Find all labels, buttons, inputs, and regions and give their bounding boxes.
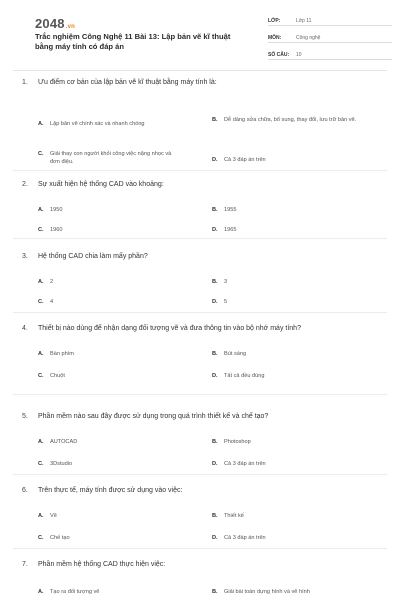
option-b[interactable] xyxy=(212,438,382,446)
option-text: Giải bài toán dựng hình và vẽ hình xyxy=(224,589,310,595)
option-text: 1965 xyxy=(224,227,237,233)
question-divider xyxy=(13,170,387,171)
option-letter: D. xyxy=(212,157,218,163)
question-divider xyxy=(13,474,387,475)
page-title: Trắc nghiệm Công Nghệ 11 Bài 13: Lập bản vẽ kĩ thuật bằng máy tính có đáp án xyxy=(35,32,231,51)
question-number: 3. xyxy=(22,253,28,260)
option-text: Cả 3 đáp án trên xyxy=(224,535,266,541)
option-text: Lập bản vẽ chính xác và nhanh chóng xyxy=(50,121,145,127)
option-letter: B. xyxy=(212,513,218,519)
option-b[interactable] xyxy=(212,278,382,286)
option-letter: C. xyxy=(38,299,44,305)
option-letter: D. xyxy=(212,373,218,379)
question-number: 2. xyxy=(22,181,28,188)
option-a[interactable] xyxy=(38,120,208,128)
question-text: Phần mềm hệ thống CAD thực hiện việc: xyxy=(38,561,166,568)
option-letter: B. xyxy=(212,439,218,445)
question-2 xyxy=(22,180,378,233)
question-text: Sự xuất hiện hệ thống CAD vào khoảng: xyxy=(38,181,164,188)
option-letter: B. xyxy=(212,117,218,123)
option-b[interactable] xyxy=(212,206,382,214)
option-text: Chuột xyxy=(50,373,65,379)
meta-count xyxy=(268,48,392,60)
logo-suffix: .vn xyxy=(65,24,76,30)
option-letter: A. xyxy=(38,279,44,285)
option-c[interactable] xyxy=(38,534,208,542)
question-number: 1. xyxy=(22,79,28,86)
option-c[interactable] xyxy=(38,150,178,166)
option-letter: B. xyxy=(212,279,218,285)
option-letter: C. xyxy=(38,461,44,467)
option-d[interactable] xyxy=(212,226,382,234)
option-letter: A. xyxy=(38,121,44,127)
option-letter: C. xyxy=(38,373,44,379)
question-number: 7. xyxy=(22,561,28,568)
header-divider xyxy=(13,70,387,71)
option-b[interactable] xyxy=(212,588,382,596)
option-text: Thiết kế xyxy=(224,513,244,519)
question-5 xyxy=(22,412,378,467)
option-c[interactable] xyxy=(38,372,208,380)
option-d[interactable] xyxy=(212,156,382,164)
option-b[interactable] xyxy=(212,350,382,358)
option-text: Photoshop xyxy=(224,439,251,445)
option-letter: D. xyxy=(212,299,218,305)
question-7 xyxy=(22,560,378,595)
option-letter: A. xyxy=(38,351,44,357)
option-letter: B. xyxy=(212,589,218,595)
option-b[interactable] xyxy=(212,512,382,520)
option-text: 1960 xyxy=(50,227,63,233)
meta-count-label: SỐ CÂU: xyxy=(268,52,290,58)
meta-grade-value: Lớp 11 xyxy=(296,18,312,24)
option-text: Chế tạo xyxy=(50,535,70,541)
meta-subject-value: Công nghệ xyxy=(296,35,321,41)
option-letter: D. xyxy=(212,535,218,541)
document-meta xyxy=(268,14,392,65)
site-logo[interactable] xyxy=(35,16,75,31)
question-text: Phần mềm nào sau đây được sử dụng trong quá trình thiết kế và chế tạo? xyxy=(38,413,269,420)
meta-subject xyxy=(268,31,392,43)
option-d[interactable] xyxy=(212,534,382,542)
option-a[interactable] xyxy=(38,206,208,214)
option-letter: A. xyxy=(38,513,44,519)
option-text: Cả 3 đáp án trên xyxy=(224,157,266,163)
option-letter: C. xyxy=(38,227,44,233)
option-c[interactable] xyxy=(38,460,208,468)
option-letter: A. xyxy=(38,439,44,445)
option-a[interactable] xyxy=(38,512,208,520)
question-number: 5. xyxy=(22,413,28,420)
question-4 xyxy=(22,324,378,379)
option-a[interactable] xyxy=(38,588,208,596)
option-d[interactable] xyxy=(212,460,382,468)
option-text: Bút sáng xyxy=(224,351,247,357)
option-letter: A. xyxy=(38,207,44,213)
question-divider xyxy=(13,312,387,313)
question-6 xyxy=(22,486,378,541)
option-letter: C. xyxy=(38,151,44,157)
option-d[interactable] xyxy=(212,298,382,306)
question-divider xyxy=(13,394,387,395)
question-divider xyxy=(13,238,387,239)
option-letter: A. xyxy=(38,589,44,595)
question-divider xyxy=(13,548,387,549)
option-text: Giải thay con người khỏi công việc nặng nhọc và đơn điệu. xyxy=(50,151,172,165)
option-text: 3 xyxy=(224,279,228,285)
meta-subject-label: MÔN: xyxy=(268,35,282,41)
option-b[interactable] xyxy=(212,116,374,124)
option-text: Dễ dàng sửa chữa, bổ sung, thay đổi, lưu trữ bản vẽ. xyxy=(224,117,357,123)
question-text: Thiết bị nào dùng để nhận dạng đối tượng vẽ và đưa thông tin vào bộ nhớ máy tính? xyxy=(38,325,301,332)
option-letter: D. xyxy=(212,227,218,233)
question-3 xyxy=(22,252,378,305)
option-text: Bàn phím xyxy=(50,351,74,357)
option-text: Tạo ra đối tượng vẽ xyxy=(50,589,100,595)
meta-grade xyxy=(268,14,392,26)
option-d[interactable] xyxy=(212,372,382,380)
option-letter: D. xyxy=(212,461,218,467)
meta-count-value: 10 xyxy=(296,52,302,58)
option-text: Cả 3 đáp án trên xyxy=(224,461,266,467)
option-text: 5 xyxy=(224,299,228,305)
question-text: Ưu điểm cơ bản của lập bản vẽ kĩ thuật bằng máy tính là: xyxy=(38,79,217,86)
logo-main: 2048 xyxy=(35,16,65,31)
option-c[interactable] xyxy=(38,226,208,234)
meta-grade-label: LỚP: xyxy=(268,18,281,24)
question-number: 4. xyxy=(22,325,28,332)
option-text: 2 xyxy=(50,279,54,285)
option-text: 4 xyxy=(50,299,54,305)
option-text: 1950 xyxy=(50,207,63,213)
option-c[interactable] xyxy=(38,298,208,306)
option-letter: B. xyxy=(212,207,218,213)
document-header xyxy=(13,0,387,70)
option-text: AUTOCAD xyxy=(50,439,78,445)
option-a[interactable] xyxy=(38,438,208,446)
option-a[interactable] xyxy=(38,278,208,286)
option-letter: B. xyxy=(212,351,218,357)
option-text: 1955 xyxy=(224,207,237,213)
option-a[interactable] xyxy=(38,350,208,358)
option-letter: C. xyxy=(38,535,44,541)
option-text: Vẽ xyxy=(50,513,57,519)
question-1 xyxy=(22,78,378,165)
option-text: 3Dstudio xyxy=(50,461,73,467)
option-text: Tất cả đều đúng xyxy=(224,373,265,379)
question-number: 6. xyxy=(22,487,28,494)
question-text: Trên thực tế, máy tính được sử dụng vào việc: xyxy=(38,487,183,494)
question-text: Hệ thống CAD chia làm mấy phần? xyxy=(38,253,148,260)
